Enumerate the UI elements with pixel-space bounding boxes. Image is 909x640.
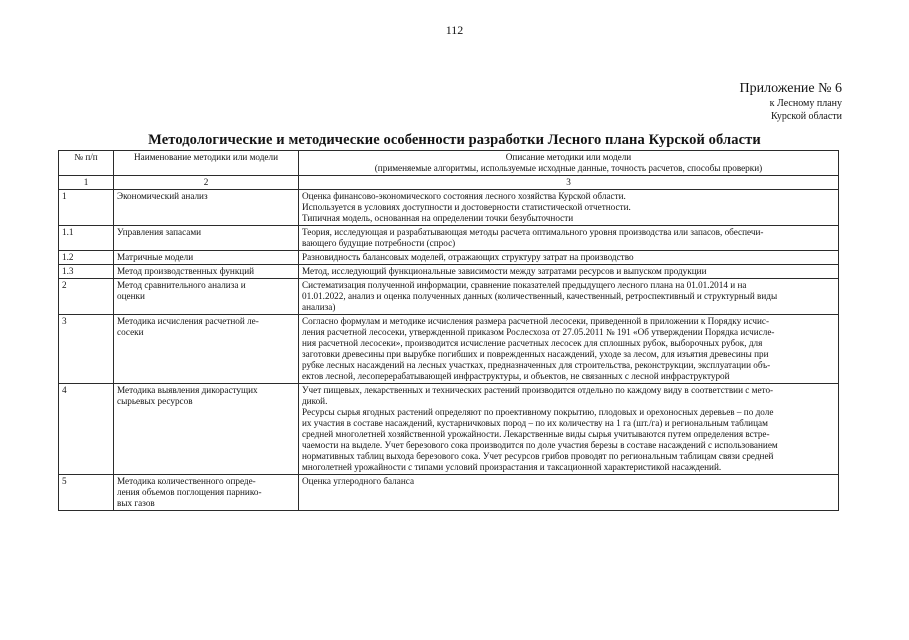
description-line: Типичная модель, основанная на определении точки безубыточности xyxy=(302,213,574,223)
description-line: Используется в условиях доступности и достоверности статистической отчетности. xyxy=(302,202,631,212)
description-line: Разновидность балансовых моделей, отражающих структуру затрат на производство xyxy=(302,252,634,262)
method-description xyxy=(299,226,839,251)
appendix-line-1: к Лесному плану xyxy=(769,98,842,109)
description-line: ектов лесной, лесоперерабатывающей инфраструктуры, и объектов, не связанных с лесной инфраструктурой xyxy=(302,371,730,381)
method-name-line: Методика исчисления расчетной ле- xyxy=(117,316,259,326)
method-name xyxy=(114,265,299,279)
method-name-line: ления объемов поглощения парнико- xyxy=(117,487,262,497)
header-desc-line: Описание методики или модели xyxy=(505,152,632,162)
description-line: ления расчетной лесосеки, утвержденной приказом Рослесхоза от 27.05.2011 № 191 «Об утверждении Порядка исчисле- xyxy=(302,327,775,337)
description-line: заготовки древесины при вырубке погибших и поврежденных насаждений, уходе за лесом, для изъятия древесины при xyxy=(302,349,769,359)
description-line: рубке лесных насаждений на лесных участках, предназначенных для строительства, реконструкции, эксплуатации объ- xyxy=(302,360,771,370)
document-title: Методологические и методические особенности разработки Лесного плана Курской области xyxy=(148,132,761,148)
column-number: 1 xyxy=(59,176,114,190)
method-description xyxy=(299,315,839,384)
table-row xyxy=(59,315,839,384)
method-name xyxy=(114,315,299,384)
method-description xyxy=(299,475,839,511)
method-name-line: сырьевых ресурсов xyxy=(117,396,193,406)
header-desc-line: (применяемые алгоритмы, используемые исходные данные, точность расчетов, способы проверки) xyxy=(374,163,763,173)
appendix-header xyxy=(740,80,843,123)
table-row xyxy=(59,190,839,226)
method-name-line: оценки xyxy=(117,291,145,301)
table-row xyxy=(59,475,839,511)
table-row xyxy=(59,226,839,251)
row-number: 1.3 xyxy=(59,265,114,279)
method-description xyxy=(299,190,839,226)
method-description xyxy=(299,265,839,279)
page-number: 112 xyxy=(445,23,464,37)
column-numbers-row xyxy=(59,176,839,190)
method-description xyxy=(299,384,839,475)
description-line: средней многолетней хозяйственной урожайности. Лекарственные виды сырья учитываются путем определения встре- xyxy=(302,429,770,439)
row-number: 1.2 xyxy=(59,251,114,265)
header-num: № п/п xyxy=(59,151,114,176)
table-header-row xyxy=(59,151,839,176)
method-name-line: Методика количественного опреде- xyxy=(117,476,256,486)
appendix-line-2: Курской области xyxy=(771,111,842,122)
appendix-title: Приложение № 6 xyxy=(739,81,842,96)
description-line: Учет пищевых, лекарственных и технических растений производится отдельно по каждому виду в соответствии с мето- xyxy=(302,385,774,395)
row-number: 5 xyxy=(59,475,114,511)
method-name-line: Метод производственных функций xyxy=(117,266,255,276)
method-description xyxy=(299,279,839,315)
description-line: дикой. xyxy=(302,396,328,406)
row-number: 2 xyxy=(59,279,114,315)
method-name-line: Матричные модели xyxy=(117,252,194,262)
description-line: Ресурсы сырья ягодных растений определяют по проективному покрытию, плодовых и орехоносных деревьев – по доле xyxy=(302,407,774,417)
column-number: 3 xyxy=(299,176,839,190)
description-line: многолетней урожайности с типами условий произрастания и таксационной характеристикой насаждений. xyxy=(302,462,722,472)
header-description xyxy=(299,151,839,176)
row-number: 3 xyxy=(59,315,114,384)
table-row xyxy=(59,279,839,315)
method-name xyxy=(114,384,299,475)
row-number: 1.1 xyxy=(59,226,114,251)
method-description xyxy=(299,251,839,265)
method-name xyxy=(114,279,299,315)
methods-table xyxy=(58,150,839,511)
method-name-line: Экономический анализ xyxy=(117,191,208,201)
table-row xyxy=(59,251,839,265)
description-line: Метод, исследующий функциональные зависимости между затратами ресурсов и выпуском продукции xyxy=(302,266,707,276)
table-body xyxy=(59,190,839,511)
method-name xyxy=(114,226,299,251)
method-name xyxy=(114,251,299,265)
description-line: Оценка финансово-экономического состояния лесного хозяйства Курской области. xyxy=(302,191,626,201)
method-name-line: вых газов xyxy=(117,498,155,508)
description-line: Согласно формулам и методике исчисления размера расчетной лесосеки, приведенной в приложении к Порядку исчис- xyxy=(302,316,770,326)
description-line: анализа) xyxy=(302,302,336,312)
method-name-line: сосеки xyxy=(117,327,144,337)
description-line: Теория, исследующая и разрабатывающая методы расчета оптимального уровня производства или запасов, обеспечи- xyxy=(302,227,764,237)
row-number: 1 xyxy=(59,190,114,226)
description-line: нормативных таблиц выхода березового сока. Учет ресурсов грибов проводят по региональным таблицам связи средней xyxy=(302,451,774,461)
description-line: Оценка углеродного баланса xyxy=(302,476,415,486)
table-row xyxy=(59,384,839,475)
method-name xyxy=(114,475,299,511)
method-name xyxy=(114,190,299,226)
row-number: 4 xyxy=(59,384,114,475)
method-name-line: Метод сравнительного анализа и xyxy=(117,280,246,290)
description-line: 01.01.2022, анализ и оценка полученных данных (количественный, качественный, ретроспективный и структурный виды xyxy=(302,291,778,301)
description-line: их участия в составе насаждений, кустарничковых пород – по их количеству на 1 га (шт./га) и региональным таблицам xyxy=(302,418,768,428)
method-name-line: Управления запасами xyxy=(117,227,202,237)
method-name-line: Методика выявления дикорастущих xyxy=(117,385,258,395)
description-line: чаемости на выделе. Учет березового сока производится по доле участия березы в составе насаждений с использованием xyxy=(302,440,778,450)
table-row xyxy=(59,265,839,279)
header-name: Наименование методики или модели xyxy=(114,151,299,176)
description-line: ния расчетной лесосеки», производится исчисление расчетных лесосек для сплошных рубок, выборочных рубок, для xyxy=(302,338,763,348)
description-line: Систематизация полученной информации, сравнение показателей предыдущего лесного плана на 01.01.2014 и на xyxy=(302,280,747,290)
column-number: 2 xyxy=(114,176,299,190)
description-line: вающего будущие потребности (спрос) xyxy=(302,238,456,248)
